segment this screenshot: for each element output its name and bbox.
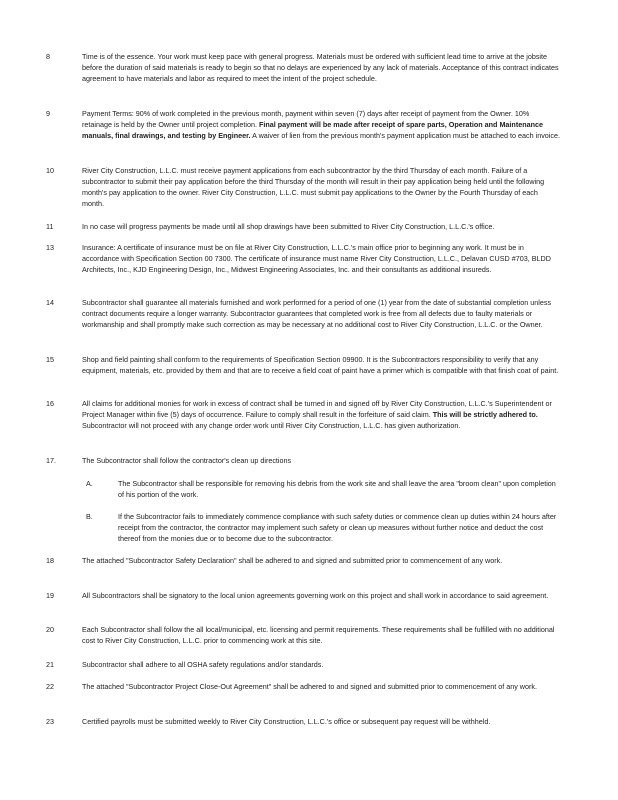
clause-number: 13 (46, 243, 54, 252)
clause-number: 9 (46, 109, 50, 118)
clause-text: Subcontractor shall adhere to all OSHA safety regulations and/or standards. (82, 660, 324, 669)
strictly-adhered-text: This will be strictly adhered to. (432, 410, 538, 419)
clause-number: 11 (46, 222, 54, 231)
waiver-text: A waiver of lien from the previous month's payment application must be attached to each invoice. (252, 131, 560, 140)
clause-text: The attached "Subcontractor Project Close-Out Agreement" shall be adhered to and signed and submitted prior to commencement of any work. (82, 682, 537, 691)
clause-text: The Subcontractor shall be responsible for removing his debris from the work site and shall leave the area "broom clean" upon completion of his portion of the work. (118, 479, 556, 499)
clause-text: If the Subcontractor fails to immediately commence compliance with such safety duties or commence clean up duties within 24 hours after receipt from the contractor, the contractor may implement such safety or clean up measures without further notice and deduct the cost thereof from the monies due or to become due to the subcontractor. (118, 512, 557, 543)
change-order-text: Subcontractor will not proceed with any change order work until River City Construction, L.L.C. has given authorization. (82, 421, 461, 430)
clause-number: 17. (46, 456, 56, 465)
clause-number: 8 (46, 52, 50, 61)
clause-text: Time is of the essence. Your work must keep pace with general progress. Materials must be ordered with sufficient lead time to arrive at the jobsite before the duration of said materials is ready to begin so that no delays are experienced by any lack of materials. Acceptance of this contract indicates agreement to have materials and labor as required to meet the intent of the project schedule. (82, 52, 559, 83)
clause-text: Shop and field painting shall conform to the requirements of Specification Section 09900. It is the Subcontractors responsibility to verify that any equipment, materials, etc. provided by them and that are to receive a field coat of paint have a primer which is compatible with that finish coat of paint. (82, 355, 559, 375)
clause-number: 23 (46, 717, 54, 726)
claims-text: All claims for additional monies for work in excess of contract shall be turned in and signed off by River City Construction, L.L.C.'s Superintendent or Project Manager within five (5) days of occurrence. Failure to comply shall result in the forfeiture of said claim. (82, 399, 552, 419)
clause-number: 16 (46, 399, 54, 408)
clause-text: Insurance: A certificate of insurance must be on file at River City Construction, L.L.C.'s main office prior to beginning any work. It must be in accordance with Specification Section 00 7300. The certificate of insurance must name River City Construction, L.L.C., Delavan CUSD #703, BLDD Architects, Inc., KJD Engineering Design, Inc., Midwest Engineering Associates, Inc. and their consultants as additional insureds. (82, 243, 551, 274)
clause-text: Each Subcontractor shall follow the all local/municipal, etc. licensing and permit requirements. These requirements shall be fulfilled with no additional cost to River City Construction, L.L.C. prior to commencing work at this site. (82, 625, 555, 645)
clause-number: 18 (46, 556, 54, 565)
clause-text: Subcontractor shall guarantee all materials furnished and work performed for a period of one (1) year from the date of substantial completion unless contract documents require a longer warranty. Subcontractor guarantees that completed work is free from all defects due to faulty materials or workmanship and shall promptly make such correction as may be necessary at no additional cost to River City Construction, L.L.C. or the Owner. (82, 298, 552, 329)
testing-text: and testing by Engineer. (167, 131, 251, 140)
clause-number: 22 (46, 682, 54, 691)
clause-number: 10 (46, 166, 54, 175)
clause-text: River City Construction, L.L.C. must receive payment applications from each subcontractor by the third Thursday of each month. Failure of a subcontractor to submit their pay application before the third Thursday of the month will result in their pay application being held until the following month's pay application to the owner. River City Construction, L.L.C. must submit pay applications to the Owner by the Fourth Thursday of each month. (82, 166, 545, 208)
clause-text (82, 398, 560, 431)
clause-text (82, 108, 560, 141)
clause-number: A. (86, 479, 93, 488)
clause-text: All Subcontractors shall be signatory to the local union agreements governing work on this project and shall work in accordance to said agreement. (82, 591, 549, 600)
clause-number: 20 (46, 625, 54, 634)
clause-text: The attached "Subcontractor Safety Declaration" shall be adhered to and signed and submitted prior to commencement of any work. (82, 556, 503, 565)
final-payment-text: Final payment will be made after receipt of spare parts, Operation and Maintenance manuals, final drawings, (82, 120, 543, 140)
clause-text: The Subcontractor shall follow the contractor's clean up directions (82, 456, 292, 465)
clause-number: 15 (46, 355, 54, 364)
clause-number: 14 (46, 298, 54, 307)
payment-terms-text: Payment Terms: 90% of work completed in the previous month, payment within seven (7) days after receipt of payment from the Owner. 10% retainage is held by the Owner until project completion. (82, 109, 530, 129)
clause-text: Certified payrolls must be submitted weekly to River City Construction, L.L.C.'s office or subsequent pay request will be withheld. (82, 717, 491, 726)
clause-number: 21 (46, 660, 54, 669)
clause-number: B. (86, 512, 93, 521)
clause-text: In no case will progress payments be made until all shop drawings have been submitted to River City Construction, L.L.C.'s office. (82, 222, 495, 231)
clause-number: 19 (46, 591, 54, 600)
